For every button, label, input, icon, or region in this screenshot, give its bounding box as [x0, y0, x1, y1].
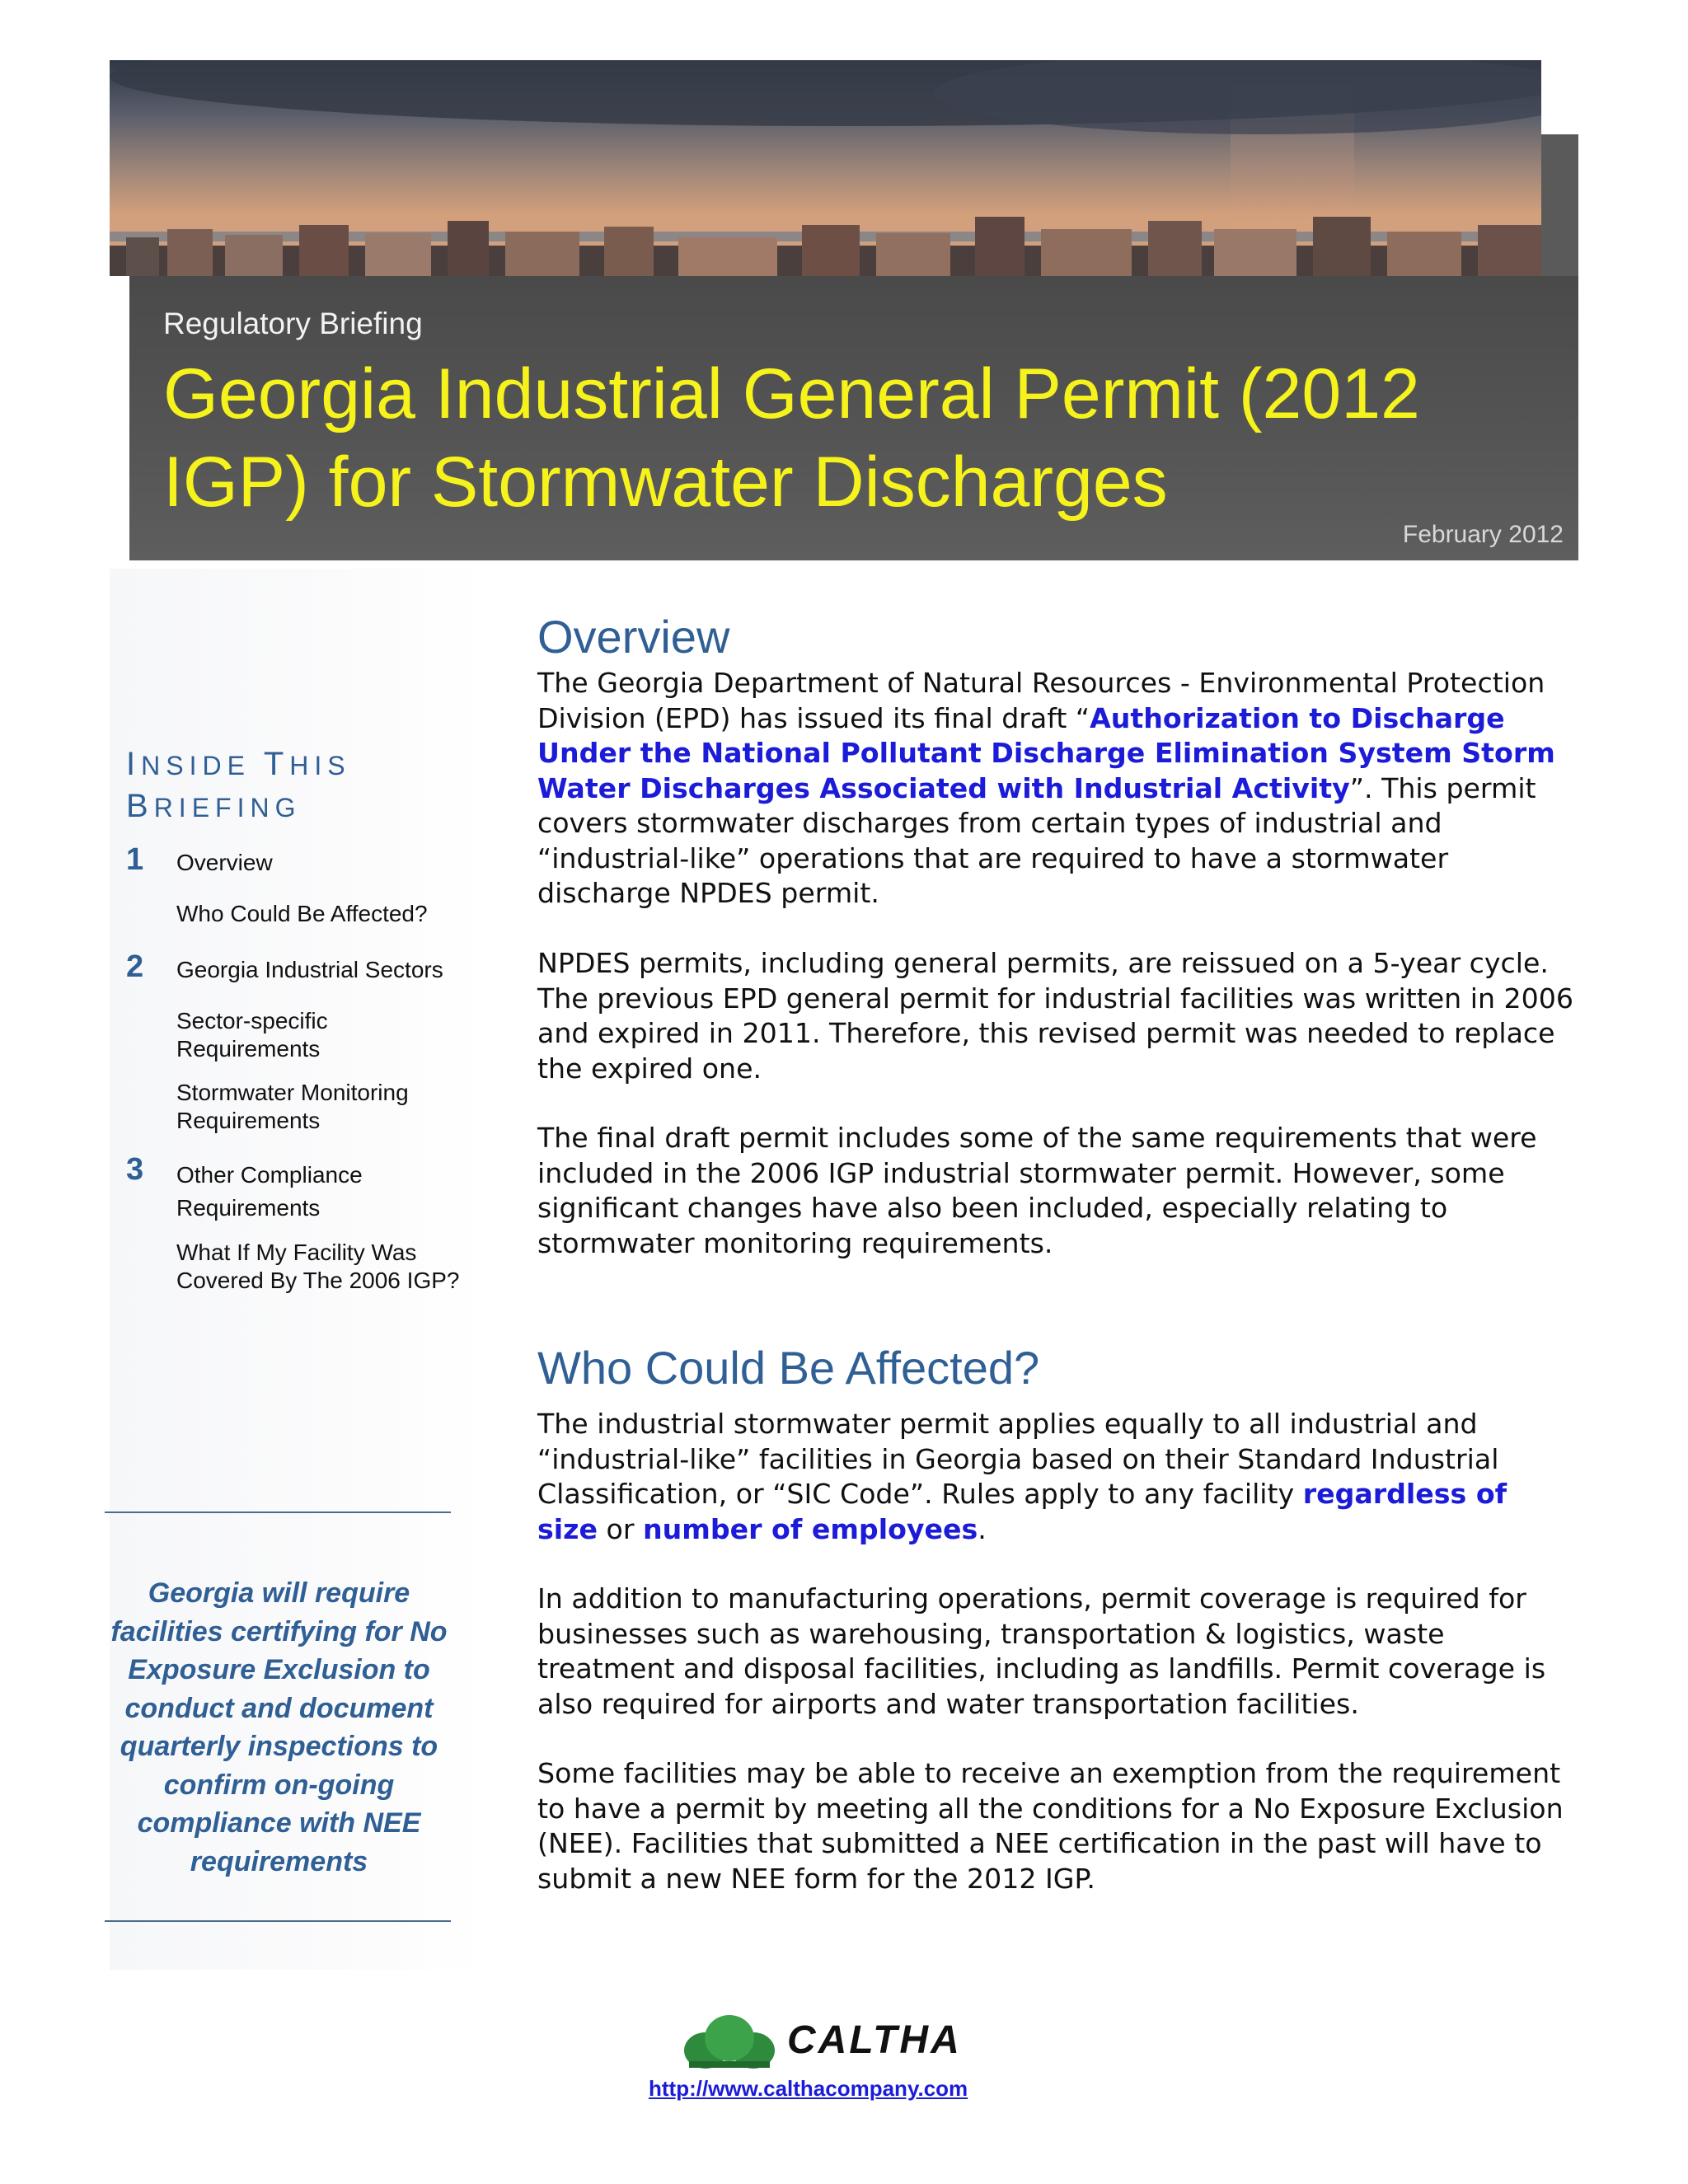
tree-icon [681, 2013, 778, 2071]
overview-paragraph-1: The Georgia Department of Natural Resources - Environmental Protection Division (EPD) has issued its final draft “Authorization to Discharge Under the National Pollutant Discharge Elimination System Storm Water Discharges Associated with Industrial Activity”. This permit covers stormwater discharges from certain types of industrial and “industrial-like” operations that are required to have a stormwater discharge NPDES permit. [537, 667, 1555, 909]
header-photo [110, 60, 1541, 276]
briefing-kicker: Regulatory Briefing [163, 307, 423, 340]
toc-item-sector-requirements[interactable]: Sector-specific Requirements [176, 1008, 328, 1062]
publication-date: February 2012 [1402, 521, 1564, 548]
company-logo-text: CALTHA [787, 2018, 962, 2062]
overview-heading: Overview [537, 611, 730, 663]
affected-paragraph-1: The industrial stormwater permit applies equally to all industrial and “industrial-like” facilities in Georgia based on their Standard Industrial Classification, or “SIC Code”. Rules apply to any facility regardless of size or number of employees. [537, 1408, 1507, 1545]
quote-rule-top [105, 1511, 451, 1513]
city-skyline-image [110, 60, 1541, 276]
pull-quote: Georgia will require facilities certifying for No Exposure Exclusion to conduct and document quarterly inspections to confirm on-going compliance with NEE requirements [110, 1577, 448, 1877]
toc-number-3: 3 [126, 1152, 144, 1187]
toc-heading: INSIDE THIS BRIEFING [126, 746, 351, 824]
regardless-of-size-link[interactable]: regardless of size [537, 1478, 1507, 1545]
company-url-link[interactable]: http://www.calthacompany.com [649, 2076, 968, 2101]
overview-paragraph-2: NPDES permits, including general permits, are reissued on a 5-year cycle. The previous EPD general permit for industrial facilities was written in 2006 and expired in 2011. Therefore, this revised permit was needed to replace the expired one. [537, 947, 1573, 1085]
toc-item-overview[interactable]: Overview [176, 850, 273, 875]
toc-item-2006-igp[interactable]: What If My Facility Was Covered By The 2006 IGP? [176, 1240, 460, 1293]
affected-heading: Who Could Be Affected? [537, 1342, 1040, 1394]
affected-paragraph-2: In addition to manufacturing operations, permit coverage is required for businesses such as warehousing, transportation & logistics, waste treatment and disposal facilities, including as landfills. Permit coverage is also required for airports and water transportation facilities. [537, 1582, 1546, 1720]
number-of-employees-link[interactable]: number of employees [643, 1512, 978, 1545]
overview-paragraph-3: The final draft permit includes some of the same requirements that were included in the 2006 IGP industrial stormwater permit. However, some significant changes have also been included, especially relating to stormwater monitoring requirements. [537, 1122, 1537, 1259]
authorization-link[interactable]: Authorization to Discharge Under the National Pollutant Discharge Elimination System Storm Water Discharges Associated with Industrial Activity [537, 701, 1555, 804]
toc-number-2: 2 [126, 949, 144, 984]
toc-item-industrial-sectors[interactable]: Georgia Industrial Sectors [176, 957, 443, 982]
quote-rule-bottom [105, 1920, 451, 1922]
toc-item-who-affected[interactable]: Who Could Be Affected? [176, 901, 428, 926]
toc-item-other-compliance[interactable]: Other Compliance Requirements [176, 1162, 363, 1221]
toc-number-1: 1 [126, 842, 144, 877]
page-title: Georgia Industrial General Permit (2012 IGP) for Stormwater Discharges [163, 354, 1420, 522]
affected-paragraph-3: Some facilities may be able to receive an exemption from the requirement to have a permit by meeting all the conditions for a No Exposure Exclusion (NEE). Facilities that submitted a NEE certification in the past will have to submit a new NEE form for the 2012 IGP. [537, 1757, 1564, 1895]
toc-item-monitoring-requirements[interactable]: Stormwater Monitoring Requirements [176, 1080, 409, 1133]
